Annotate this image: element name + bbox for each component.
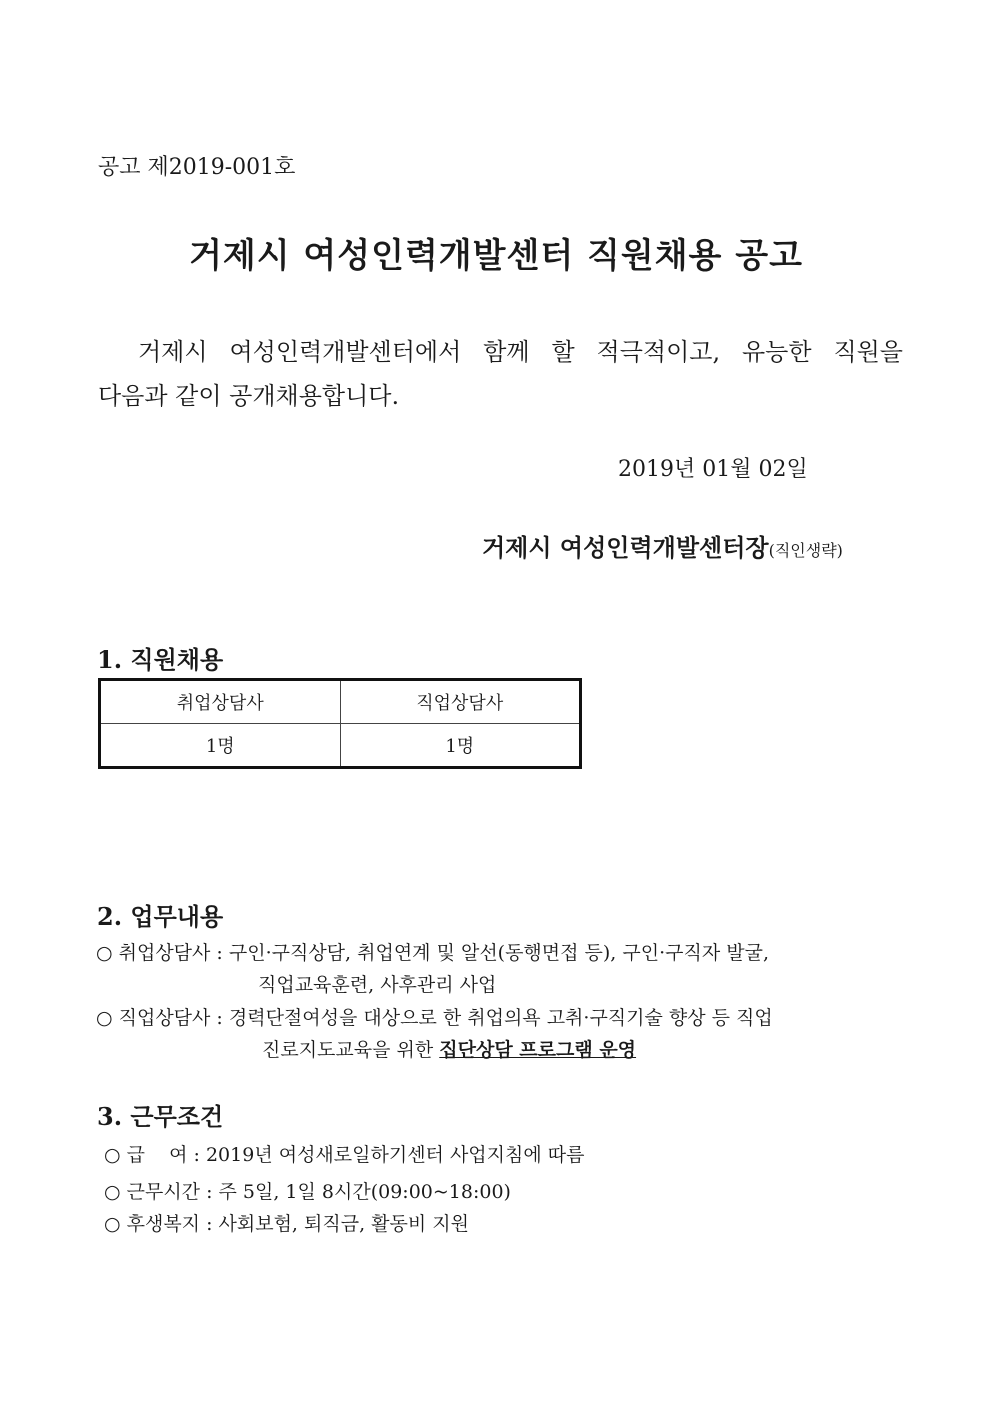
section-1-heading: 1. 직원채용 <box>97 645 224 674</box>
section-2-heading: 2. 업무내용 <box>97 902 224 931</box>
notice-number: 공고 제2019-001호 <box>98 155 296 180</box>
condition-salary: ○ 급 여 : 2019년 여성새로일하기센터 사업지침에 따름 <box>104 1144 585 1166</box>
duty-1-line-2: 직업교육훈련, 사후관리 사업 <box>258 974 497 996</box>
intro-line-2: 다음과 같이 공개채용합니다. <box>98 382 400 410</box>
positions-table <box>98 678 582 769</box>
issuer <box>482 528 843 563</box>
duty-2-line-2 <box>262 1035 636 1062</box>
section-3-heading: 3. 근무조건 <box>97 1102 224 1131</box>
duty-2-emphasis: 집단상담 프로그램 운영 <box>439 1039 637 1061</box>
issuer-name: 거제시 여성인력개발센터장 <box>482 533 769 562</box>
seal-note: (직인생략) <box>768 541 843 560</box>
table-header-row <box>100 680 581 724</box>
condition-welfare: ○ 후생복지 : 사회보험, 퇴직금, 활동비 지원 <box>104 1213 469 1235</box>
table-cell: 1명 <box>100 724 341 768</box>
duty-2-line-1: ○ 직업상담사 : 경력단절여성을 대상으로 한 취업의욕 고취·구직기술 향상 등 직업 <box>96 1007 773 1029</box>
intro-paragraph <box>98 330 903 418</box>
intro-line-1: 거제시 여성인력개발센터에서 함께 할 적극적이고, 유능한 직원을 <box>138 338 903 366</box>
condition-hours: ○ 근무시간 : 주 5일, 1일 8시간(09:00~18:00) <box>104 1181 511 1203</box>
table-cell: 1명 <box>340 724 581 768</box>
document-title: 거제시 여성인력개발센터 직원채용 공고 <box>189 236 803 276</box>
document-date: 2019년 01월 02일 <box>618 457 808 482</box>
table-header-cell: 직업상담사 <box>340 680 581 724</box>
table-row <box>100 724 581 768</box>
duty-1-line-1: ○ 취업상담사 : 구인·구직상담, 취업연계 및 알선(동행면접 등), 구인·구직자 발굴, <box>96 942 769 964</box>
duty-2-line-2-text: 진로지도교육을 위한 <box>262 1039 440 1061</box>
table-header-cell: 취업상담사 <box>100 680 341 724</box>
